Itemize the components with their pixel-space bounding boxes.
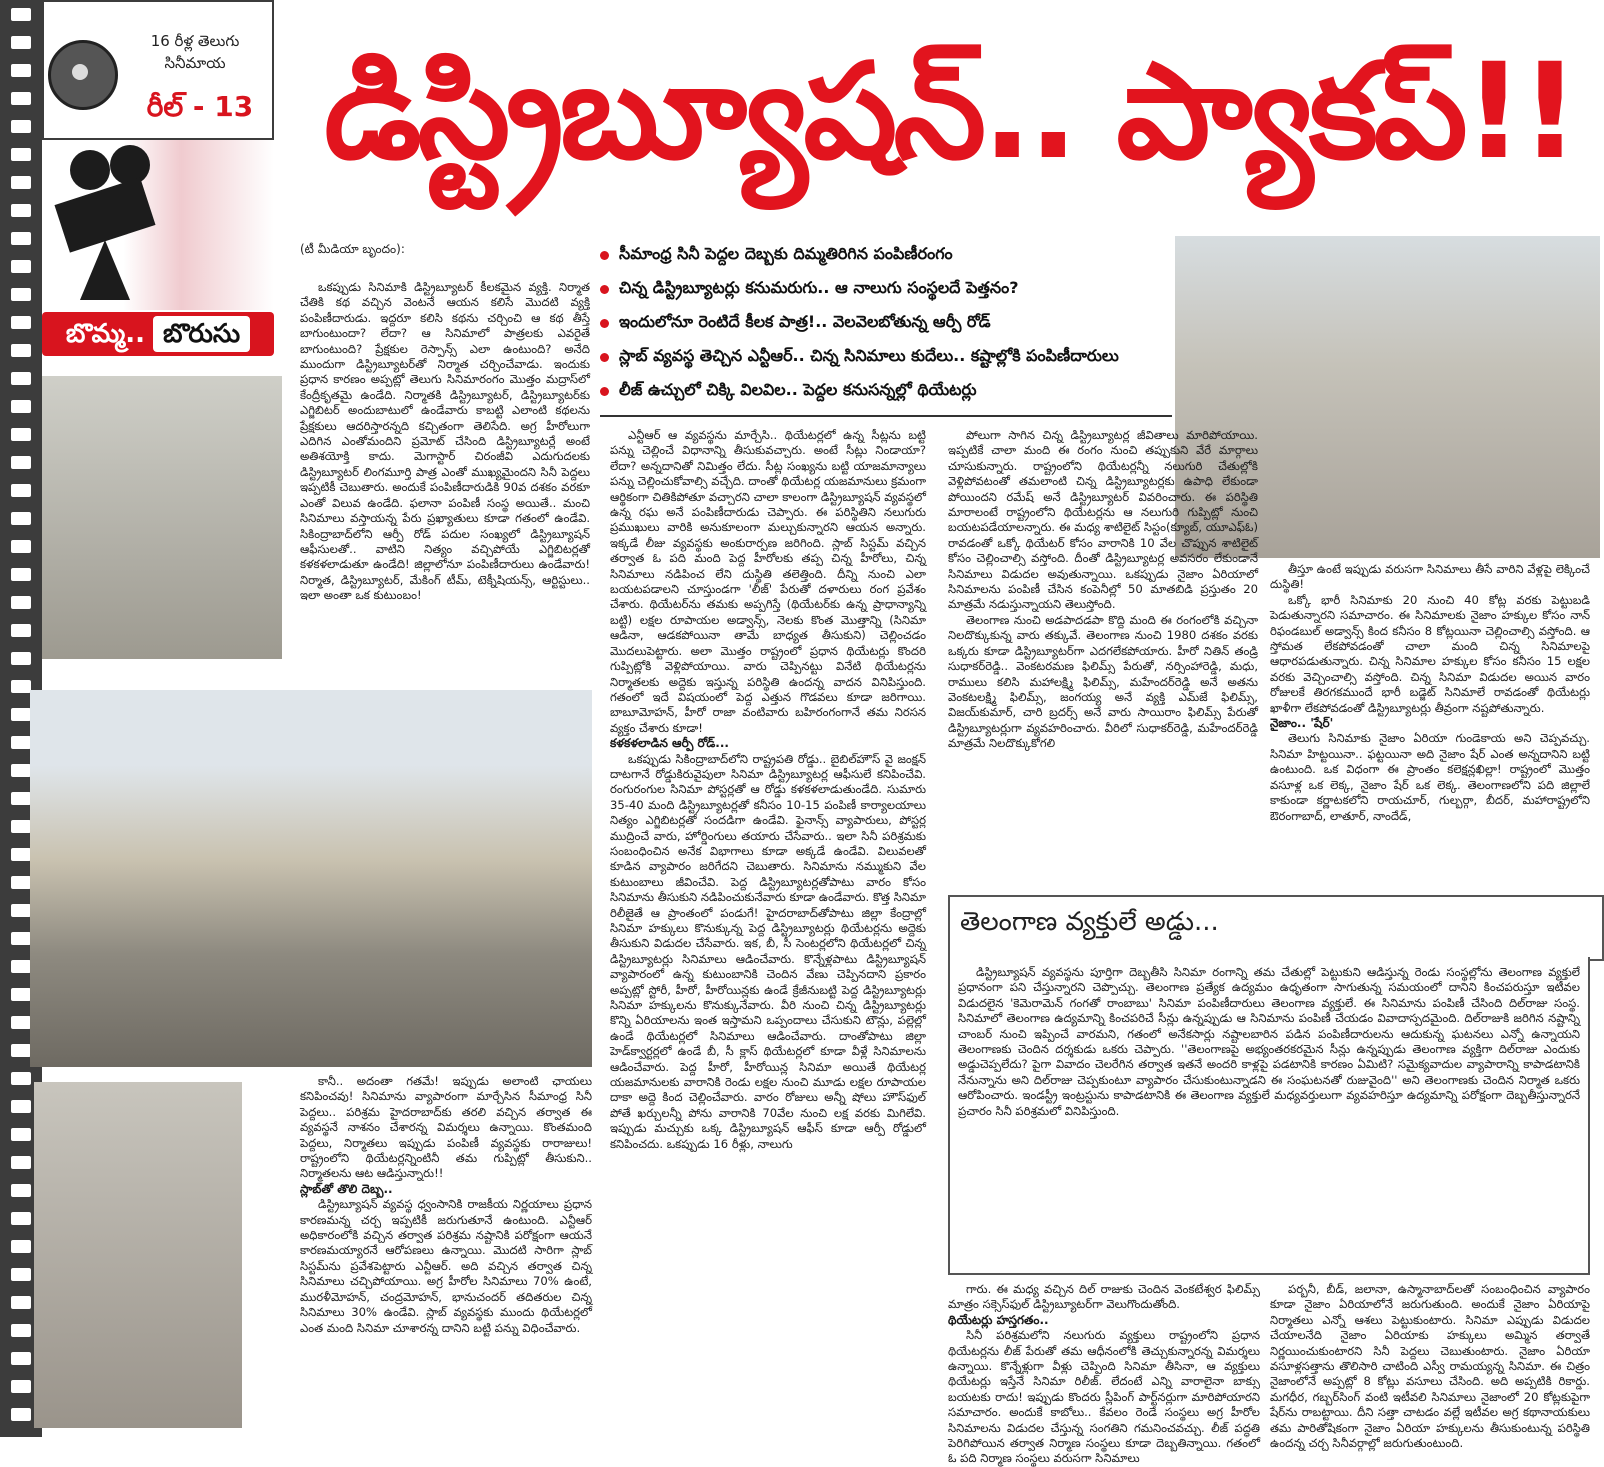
- sprocket-hole: [11, 1016, 31, 1029]
- bullet-dot-icon: [600, 285, 609, 294]
- highlight-item: లీజ్ ఉచ్చులో చిక్కి విలవిల.. పెద్దల కనుసన్నల్లో థియేటర్లు: [600, 374, 1172, 408]
- sprocket-hole: [11, 1296, 31, 1309]
- sprocket-hole: [11, 792, 31, 805]
- paragraph: తీస్తూ ఉంటే ఇప్పుడు వరుసగా సినిమాలు తీసే వారిని వేళ్లపై లెక్కించే దుస్థితి!: [1270, 562, 1590, 592]
- rp-road-street-photo: [30, 690, 592, 1067]
- sidebar-box-title: తెలంగాణ వ్యక్తులే అడ్డు...: [960, 907, 1219, 937]
- subheading: నైజాం.. 'షేర్': [1270, 716, 1334, 731]
- sprocket-hole: [11, 904, 31, 917]
- highlights-list: [600, 238, 1172, 410]
- sprocket-hole: [11, 876, 31, 889]
- sprocket-hole: [11, 260, 31, 273]
- sprocket-hole: [11, 316, 31, 329]
- sidebar-box-header: [948, 895, 1604, 961]
- section-tag: [42, 312, 274, 356]
- article-column-1: [300, 280, 590, 680]
- bullet-dot-icon: [600, 319, 609, 328]
- paragraph: తెలుగు సినిమాకు నైజాం ఏరియా గుండెకాయ అని చెప్పవచ్చు. సినిమా హిట్టయినా.. ఫట్టయినా అది నైజాం షేర్ ఎంత అన్నదానిని బట్టి ఉంటుంది. ఒక విధంగా ఈ ప్రాంతం కలెక్షన్లఖిల్లా! రాష్ట్రంలో మొత్తం వసూళ్ల ఒక లెక్క, నైజాం షేర్ ఒక లెక్క. తెలంగాణలోని పది జిల్లాలే కాకుండా కర్ణాటకలోని రాయచూర్, గుల్బర్గా, బీదర్, మహారాష్ట్రలోని ఔరంగాబాద్, లాతూర్, నాందేడ్,: [1270, 731, 1590, 823]
- sprocket-hole: [11, 148, 31, 161]
- sprocket-hole: [11, 456, 31, 469]
- sprocket-hole: [11, 400, 31, 413]
- article-column-1b: [300, 1074, 592, 1430]
- sprocket-hole: [11, 1268, 31, 1281]
- series-caption: 16 రీళ్ల తెలుగు సినీమాయ: [150, 32, 240, 72]
- sprocket-hole: [11, 372, 31, 385]
- sprocket-hole: [11, 764, 31, 777]
- section-tag-left: బొమ్మ..: [65, 319, 146, 349]
- film-reel-hub: [72, 64, 88, 80]
- sprocket-hole: [11, 344, 31, 357]
- sprocket-hole: [11, 92, 31, 105]
- divider: [600, 415, 1172, 417]
- sprocket-hole: [11, 1380, 31, 1393]
- bullet-dot-icon: [600, 387, 609, 396]
- sprocket-hole: [11, 1240, 31, 1253]
- sprocket-hole: [11, 1072, 31, 1085]
- article-column-4b: [1270, 1282, 1590, 1451]
- sprocket-hole: [11, 596, 31, 609]
- sprocket-hole: [11, 428, 31, 441]
- sprocket-hole: [11, 736, 31, 749]
- sidebar-box-body: [948, 957, 1590, 1275]
- reel-number: రీల్ - 13: [146, 90, 254, 123]
- article-column-3: [948, 428, 1258, 888]
- sprocket-hole: [11, 848, 31, 861]
- sprocket-hole: [11, 652, 31, 665]
- sprocket-hole: [11, 568, 31, 581]
- paragraph: గారు. ఈ మధ్య వచ్చిన దిల్ రాజుకు చెందిన వెంకటేశ్వర ఫిలిమ్స్ మాత్రం సక్సెస్‌ఫుల్ డిస్ట్రిబ్యూటర్‌గా వెలుగొందుతోంది.: [948, 1282, 1260, 1312]
- sprocket-hole: [11, 624, 31, 637]
- camera-tripod-icon: [80, 240, 130, 300]
- paragraph: సినీ పరిశ్రమలోని నలుగురు వ్యక్తులు రాష్ట్రంలోని ప్రధాన థియేటర్లను లీజ్ పేరుతో తమ ఆధీనంలోకి తెచ్చుకున్నారన్న విమర్శలు ఉన్నాయి. కొన్నేళ్లుగా వీళ్లు చెప్పింది సినిమా తీసినా, ఆ వ్యక్తులు థియేటర్లు ఇస్తేనే సినిమా రిలీజ్. లేదంటే ఎన్ని వారాలైనా బాక్సు బయటకు రాదు! ఇప్పుడు కొందరు స్లీపింగ్ పార్ట్‌నర్లుగా మారిపోయారని సమాచారం. అందుకే కాబోలు.. కేవలం రెండే సంస్థలు అగ్ర హీరోల సినిమాలను విడుదల చేస్తున్న సంగతిని గమనించవచ్చు. లీజ్ పద్ధతి పెరిగిపోయిన తర్వాత నిర్మాణ సంస్థలు కూడా దెబ్బతిన్నాయి. గతంలో ఓ పది నిర్మాణ సంస్థలు వరుసగా సినిమాలు: [948, 1328, 1260, 1466]
- article-column-3b: [948, 1282, 1260, 1466]
- section-tag-right: బొరుసు: [153, 316, 250, 352]
- sprocket-hole: [11, 288, 31, 301]
- paragraph: తెలంగాణ నుంచి అడపాదడపా కొద్ది మంది ఈ రంగంలోకి వచ్చినా నిలదొక్కుకున్న వారు తక్కువే. తెలంగాణ నుంచి 1980 దశకం వరకు ఒక్కరు కూడా డిస్ట్రిబ్యూటర్‌గా ఎదగలేకపోయారు. హీరో నితిన్ తండ్రి సుధాకర్‌రెడ్డి.. వెంకటరమణ ఫిలిమ్స్ పేరుతో, నర్సింహారెడ్డి, మధు, రాములు కలిసి మహాలక్ష్మి ఫిలిమ్స్, మహేందర్‌రెడ్డి అనే అతను వెంకటలక్ష్మి ఫిలిమ్స్, జంగయ్య అనే వ్యక్తి ఎమ్‌జే ఫిలిమ్స్, విజయ్‌కుమార్, చారి బ్రదర్స్ అనే వారు సాయిరాం ఫిలిమ్స్ పేరుతో డిస్ట్రిబ్యూటర్లుగా వ్యవహరించారు. వీరిలో సుధాకర్‌రెడ్డి, మహేందర్‌రెడ్డి మాత్రమే నిలదొక్కుకోగలి: [948, 612, 1258, 751]
- camera-reel-icon: [110, 145, 150, 185]
- paragraph: డిస్ట్రిబ్యూషన్ వ్యవస్థ ధ్వంసానికి రాజకీయ నిర్ణయాలు ప్రధాన కారణమన్న చర్చ ఇప్పటికీ జరుగుతూనే ఉంటుంది. ఎన్టీఆర్ అధికారంలోకి వచ్చిన తర్వాత పరిశ్రమ నష్టానికి పరోక్షంగా ఆయనే కారణమయ్యారనే ఆరోపణలు ఉన్నాయి. మొదటి సారిగా స్లాబ్ సిస్టమ్‌ను ప్రవేశపెట్టారు ఎన్టీఆర్. అది వచ్చిన తర్వాత చిన్న సినిమాలు చచ్చిపోయాయి. అగ్ర హీరోల సినిమాలు 70% ఉంటే, మురళీమోహన్, చంద్రమోహన్, భానుచందర్ తదితరుల చిన్న సినిమాలు 30% ఉండేవి. స్లాబ్ వ్యవస్థకు ముందు థియేటర్లలో ఎంత మంది సినిమా చూశారన్న దానిని బట్టి పన్ను విధించేవారు.: [300, 1197, 592, 1335]
- sprocket-hole: [11, 1184, 31, 1197]
- sprocket-hole: [11, 932, 31, 945]
- sprocket-hole: [11, 1408, 31, 1421]
- sprocket-hole: [11, 1212, 31, 1225]
- sprocket-hole: [11, 1128, 31, 1141]
- highlight-item: ఇందులోనూ రెంటిదే కీలక పాత్ర!.. వెలవెలబోతున్న ఆర్పీ రోడ్: [600, 306, 1172, 340]
- paragraph: పోలుగా సాగిన చిన్న డిస్ట్రిబ్యూటర్ల జీవితాలు మారిపోయాయి. ఇప్పటికే చాలా మంది ఈ రంగం నుంచి తప్పుకుని వేరే మార్గాలు చూసుకున్నారు. రాష్ట్రంలోని థియేటర్లన్నీ నలుగురి చేతుల్లోకి వెళ్లిపోవటంతో తమలాంటి చిన్న డిస్ట్రిబ్యూటర్లకు ఉపాధి లేకుండా పోయిందని రమేష్ అనే డిస్ట్రిబ్యూటర్ వివరించారు. ఈ పరిస్థితి మారాలంటే రాష్ట్రంలోని థియేటర్లను ఆ నలుగురి గుప్పిట్లో నుంచి బయటపడేయాలన్నారు. ఈ మధ్య శాటిలైట్ సిస్టం(క్యూబ్, యూఎఫ్‌ఓ) రావడంతో ఒక్కో థియేటర్ కోసం వారానికి 10 వేల చొప్పున శాటిలైట్ కోసం చెల్లించాల్సి వస్తోంది. దీంతో డిస్ట్రిబ్యూటర్ల అవసరం లేకుండానే సినిమాలు విడుదల అవుతున్నాయి. ఒకప్పుడు నైజాం ఏరియాలో సినిమాలను పంపిణీ చేసిన కంపెనీల్లో 50 మాతబిడి ప్రస్తుతం 20 మాత్రమే నడుస్తున్నాయని తెలుస్తోంది.: [948, 428, 1258, 612]
- highlight-item: సీమాంధ్ర సినీ పెద్దల దెబ్బకు దిమ్మతిరిగిన పంపిణీరంగం: [600, 238, 1172, 272]
- sprocket-hole: [11, 540, 31, 553]
- sprocket-hole: [11, 484, 31, 497]
- sprocket-hole: [11, 232, 31, 245]
- film-reel-shelves-photo: [42, 376, 282, 659]
- paragraph: పర్బనీ, బీడ్, జలానా, ఉస్మానాబాద్‌లతో సంబంధించిన వ్యాపారం కూడా నైజాం ఏరియాలోనే జరుగుతుంది. అందుకే నైజాం ఏరియాపై నిర్మాతలు ఎన్నో ఆశలు పెట్టుకుంటారు. సినిమా ఎప్పుడు విడుదల చేయాలనేది నైజాం ఏరియాకు హక్కులు అమ్మిన తర్వాతే నిర్ణయించుకుంటారని సినీ పెద్దలు చెబుతుంటారు. నైజాం ఏరియా వసూళ్లసత్తాను తొలిసారి చాటింది ఎస్వీ రామయ్యన్న సినిమా. ఈ చిత్రం నైజాంలోనే అప్పట్లో 8 కోట్లు వసూలు చేసింది. అది అప్పటికి రికార్డు. మగధీర, గబ్బర్‌సింగ్ వంటి ఇటీవలి సినిమాలు నైజాంలో 20 కోట్లకుపైగా షేర్‌ను రాబట్టాయి. దీని సత్తా చాటడం వల్లే ఇటీవల అగ్ర కథానాయకులు తమ పారితోషికంగా నైజాం ఏరియా హక్కులను తీసుకుంటున్న పరిస్థితి ఉందన్న చర్చ సినీవర్గాల్లో జరుగుతుంటుంది.: [1270, 1282, 1590, 1451]
- bullet-dot-icon: [600, 251, 609, 260]
- sprocket-hole: [11, 988, 31, 1001]
- sprocket-hole: [11, 820, 31, 833]
- sprocket-hole: [11, 708, 31, 721]
- sprocket-hole: [11, 36, 31, 49]
- article-column-2: [610, 428, 926, 1428]
- paragraph: ఒకప్పుడు సికింద్రాబాద్‌లోని రాష్ట్రపతి రోడ్డు.. బైబిల్‌హౌస్ వై జంక్షన్ దాటగానే రోడ్డుకిరువైపులా సినిమా డిస్ట్రిబ్యూటర్ల ఆఫీసులే కనిపించేవి. రంగురంగుల సినిమా పోస్టర్లతో ఆ రోడ్డు కళకళలాడుతుండేది. సుమారు 35-40 మంది డిస్ట్రిబ్యూటర్లతో కనీసం 10-15 పంపిణీ కార్యాలయాలు నిత్యం ఎగ్జిబిటర్లతో సందడిగా ఉండేవి. ఫైనాన్స్ వ్యాపారులు, పోస్టర్ల ముద్రించే వారు, హోర్డింగులు తయారు చేసేవారు.. ఇలా సినీ పరిశ్రమకు సంబంధించిన అనేక విభాగాలు కూడా అక్కడే ఉండేవి. విలువలతో కూడిన వ్యాపారం జరిగేదని చెబుతారు. సినిమాను నమ్ముకుని వేల కుటుంబాలు జీవించేవి. పెద్ద డిస్ట్రిబ్యూటర్లతోపాటు వారం కోసం సినిమాను తీసుకుని నడిపించుకునేవారు కూడా ఉండేవారు. కొత్త సినిమా రిలీజైతే ఆ ప్రాంతంలో పండుగే! హైదరాబాద్‌తోపాటు జిల్లా కేంద్రాల్లో సినిమా హక్కులు కొనుక్కున్న పెద్ద డిస్ట్రిబ్యూటర్లు థియేటర్లను అద్దెకు తీసుకుని విడుదల చేసేవారు. ఇక, బీ, సీ సెంటర్లలోని థియేటర్లలో చిన్న డిస్ట్రిబ్యూటర్లు సినిమాలు ఆడించేవారు. కొన్నేళ్లపాటు డిస్ట్రిబ్యూషన్ వ్యాపారంలో ఉన్న కుటుంబానికి చెందిన వేణు చెప్పినదాని ప్రకారం అప్పట్లో స్టోరీ, హీరో, హీరోయిన్లకు ఉండే క్రేజీనుబట్టి పెద్ద డిస్ట్రిబ్యూటర్లు సినిమా హక్కులను కొనుక్కునేవారు. వీరి నుంచి చిన్న డిస్ట్రిబ్యూటర్లు కొన్ని ఏరియాలను ఇంత ఇస్తామని ఒప్పందాలు చేసుకుని టౌన్లు, పల్లెల్లో ఉండే థియేటర్లలో సినిమాలు ఆడించేవారు. దాంతోపాటు జిల్లా హెడ్‌క్వార్టర్లలో ఉండే బీ, సీ క్లాస్ థియేటర్లలో కూడా వీళ్లే సినిమాలను ఆడించేవారు. పెద్ద హీరో, హీరోయిన్ల సినిమా అయితే థియేటర్ల యజమానులకు వారానికి రెండు లక్షల నుంచి మూడు లక్షల రూపాయల దాకా అద్దె కింద చెల్లించేవారు. వారం రోజులు అన్నీ షోలు హౌస్‌ఫుల్ పోతే ఖర్చులన్నీ పోను వారానికి 70వేల నుంచి లక్ష వరకు మిగిలేవి. ఇప్పుడు మచ్చుకు ఒక్క డిస్ట్రిబ్యూషన్ ఆఫీస్ కూడా ఆర్పీ రోడ్డులో కనిపించదు. ఒకప్పుడు 16 రీళ్లు, నాలుగు: [610, 751, 926, 1151]
- paragraph: ఎన్టీఆర్ ఆ వ్యవస్థను మార్చేసి.. థియేటర్లలో ఉన్న సీట్లను బట్టి పన్ను చెల్లించే విధానాన్ని తీసుకువచ్చారు. అంటే సీట్లు నిండాయా? లేదా? అన్నదానితో నిమిత్తం లేదు. సీట్ల సంఖ్యను బట్టి యాజమాన్యాలు పన్ను చెల్లించుకోవాల్సి వచ్చేది. దాంతో థియేటర్ల యజమానులు క్రమంగా ఆర్థికంగా చితికిపోతూ వచ్చారని చాలా కాలంగా డిస్ట్రిబ్యూషన్ వ్యవస్థలో ఉన్న రఘ అనే పంపిణీదారుడు చెప్పారు. ఈ పరిస్థితిని నలుగురు ప్రముఖులు వారికి అనుకూలంగా మల్చుకున్నారని ఆయన అన్నారు. ఇక్కడే లీజు వ్యవస్థకు అంకురార్పణ జరిగింది. స్లాబ్ సిస్టమ్ వచ్చిన తర్వాత ఓ పది మంది పెద్ద హీరోలకు తప్ప చిన్న హీరోలు, చిన్న సినిమాలు నడిపించ లేని దుస్థితి తలెత్తింది. దీన్ని నుంచి ఎలా బయటపడాలని చూస్తుండగా 'లీజ్' పేరుతో దళారులు రంగ ప్రవేశం చేశారు. థియేటర్‌ను తమకు అప్పగిస్తే (థియేటర్‌కు ఉన్న ప్రాధాన్యాన్ని బట్టి) లక్షల రూపాయల అడ్వాన్స్, నెలకు కొంత మొత్తాన్ని (సినిమా ఆడినా, ఆడకపోయినా తామే బాధ్యత తీసుకుని) చెల్లించడం మొదలుపెట్టారు. అలా మొత్తం రాష్ట్రంలో ప్రధాన థియేటర్లు కొందరి గుప్పిట్లోకి వెళ్లిపోయాయి. వారు చెప్పినట్టు వినేటి థియేటర్లను నిర్మాతలకు అద్దెకు ఇస్తున్న పరిస్థితి ఉందన్న వాదన వినిపిస్తుంది. గతంలో ఇదే విషయంలో పెద్ద ఎత్తున గొడవలు కూడా జరిగాయి. బాబూమోహన్, హీరో రాజా వంటివారు బహిరంగంగానే తమ నిరసన వ్యక్తం చేశారు కూడా!: [610, 428, 926, 735]
- paragraph: కానీ.. అదంతా గతమే! ఇప్పుడు అలాంటి ఛాయలు కనిపించవు! సినిమాను వ్యాపారంగా మార్చేసిన సీమాంధ్ర సినీ పెద్దలు.. పరిశ్రమ హైదరాబాద్‌కు తరలి వచ్చిన తర్వాత ఈ వ్యవస్థనే నాశనం చేశారన్న విమర్శలు ఉన్నాయి. కొంతమంది పెద్దలు, నిర్మాతలు ఇప్పుడు పంపిణీ వ్యవస్థకు రారాజులు! రాష్ట్రంలోని థియేటర్లన్నింటినీ తమ గుప్పిట్లో తీసుకుని.. నిర్మాతలను ఆట ఆడిస్తున్నారు!!: [300, 1074, 592, 1181]
- sprocket-hole: [11, 204, 31, 217]
- highlight-item: చిన్న డిస్ట్రిబ్యూటర్లు కనుమరుగు.. ఆ నాలుగు సంస్థలదే పెత్తనం?: [600, 272, 1172, 306]
- bullet-dot-icon: [600, 353, 609, 362]
- sprocket-hole: [11, 960, 31, 973]
- film-bundles-photo: [34, 1082, 242, 1428]
- camera-reel-icon: [70, 150, 110, 190]
- sprocket-hole: [11, 176, 31, 189]
- subheading: కళకళలాడిన ఆర్పీ రోడ్...: [610, 736, 729, 751]
- paragraph: డిస్ట్రిబ్యూషన్ వ్యవస్థను పూర్తిగా దెబ్బతీసి సినిమా రంగాన్ని తమ చేతుల్లో పెట్టుకుని ఆడిస్తున్న రెండు సంస్థల్లోను తెలంగాణ వ్యక్తులే ప్రధానంగా పని చేస్తున్నారని చెప్పొచ్చు. తెలంగాణ ప్రత్యేక ఉద్యమం ఉధృతంగా సాగుతున్న సమయంలో దానిని కించపరుస్తూ ఇటీవల విడుదలైన 'కెమెరామెన్ గంగతో రాంబాబు' సినిమా పంపిణీదారులు తెలంగాణ వ్యక్తులే. ఈ సినిమాను పంపిణీ చేసింది దిల్‌రాజు సంస్థ. సినిమాలో తెలంగాణ ఉద్యమాన్ని కించపరిచే సీన్లు ఉన్నప్పుడు ఆ సినిమాను పంపిణీ చేయడం వివాదాస్పదమైంది. దిల్‌రాజుకి జరిగిన నష్టాన్ని చాంబర్ నుంచి ఇప్పించే వారమని, గతంలో అనేకసార్లు నష్టాలబారిన పడిన పంపిణీదారులను ఆదుకున్న ఘటనలు ఎన్నో ఉన్నాయని తెలంగాణకు చెందిన దర్శకుడు ఒకరు చెప్పారు. ''తెలంగాణపై అభ్యంతరకరమైన సీన్లు ఉన్నప్పుడు తెలంగాణ వ్యక్తిగా దిల్‌రాజు ఎందుకు అడ్డుచెప్పలేదు? పైగా వివాదం చెలరేగిన తర్వాత ఇతనే అందరి కాళ్లపై పడటానికి కారణం ఏమిటి? సమైక్యవాదుల వ్యాపారాన్ని కాపాడటానికి నేనున్నాను అని దిల్‌రాజు చెప్పకుంటూ వ్యాపారం చేసుకుంటున్నాడని ఈ సంఘటనతో రుజువైంది'' అని తెలంగాణకు చెందిన నిర్మాత ఒకరు ఆరోపించారు. ఇండస్ట్రీ ఇంట్రస్టును కాపాడటానికి ఈ తెలంగాణ వ్యక్తులే మధ్యవర్తులుగా వ్యవహరిస్తూ ఉద్యమాన్ని పరోక్షంగా దెబ్బతీస్తున్నారనే ప్రచారం సినీ పరిశ్రమలో వినిపిస్తుంది.: [958, 965, 1580, 1118]
- sprocket-hole: [11, 64, 31, 77]
- paragraph: ఒకప్పుడు సినిమాకి డిస్ట్రిబ్యూటర్ కీలకమైన వ్యక్తి. నిర్మాత చేతికి కథ వచ్చిన వెంటనే ఆయన కలిసే మొదటి వ్యక్తి పంపిణీదారుడు. ఇద్దరూ కలిసి కథను చర్చించి ఆ కథ తీస్తే బాగుంటుందా? లేదా? ఆ సినిమాలో పాత్రలకు ఎవరైతే బాగుంటుంది? ప్రేక్షకుల రెస్పాన్స్ ఎలా ఉంటుంది? అనేది ముందుగా డిస్ట్రిబ్యూటర్‌తో నిర్మాత చర్చించేవాడు. ఇందుకు ప్రధాన కారణం అప్పట్లో తెలుగు సినిమారంగం మొత్తం మద్రాస్‌లో కేంద్రీకృతమై ఉండేది. నిర్మాతకి డిస్ట్రిబ్యూటర్, డిస్ట్రిబ్యూటర్‌కు ఎగ్జిబిటర్ అందుబాటులో ఉండేవారు కాబట్టి ఎలాంటి కథలను ప్రేక్షకులు ఆదరిస్తారన్నది కచ్చితంగా తెలిసేది. అగ్ర హీరోలుగా ఎదిగిన ఎంతోమందిని ప్రమోట్ చేసింది డిస్ట్రిబ్యూటర్లే అంటే అతిశయోక్తి కాదు. మెగాస్టార్ చిరంజీవి ఎదుగుదలకు డిస్ట్రిబ్యూటర్ లింగమూర్తి పాత్ర ఎంతో ముఖ్యమైందని సినీ పెద్దలు ఇప్పటికీ చెబుతారు. అందుకే పంపిణీదారుడికి 90వ దశకం వరకూ ఎంతో విలువ ఉండేది. ఫలానా పంపిణీ సంస్థ అయితే.. మంచి సినిమాలు వస్తాయన్న పేరు ప్రఖ్యాతులు కూడా గతంలో ఉండేవి. సికింద్రాబాద్‌లోని ఆర్పీ రోడ్ పదుల సంఖ్యలో డిస్ట్రిబ్యూషన్ ఆఫీసులతో.. వాటిని నిత్యం వచ్చిపోయే ఎగ్జిబిటర్లతో కళకళలాడుతూ ఉండేది! జిల్లాలోనూ పంపిణీదారులు ఉండేవారు! నిర్మాత, డిస్ట్రిబ్యూటర్, మేకింగ్ టీమ్, టెక్నీషియన్స్, ఆర్టిస్టులు.. ఇలా అంతా ఒక కుటుంబం!: [300, 280, 590, 603]
- byline: (టీ మీడియా బృందం):: [300, 242, 405, 256]
- subheading: థియేటర్లు హస్తగతం..: [948, 1312, 1049, 1327]
- sprocket-hole: [11, 120, 31, 133]
- sprocket-hole: [11, 1324, 31, 1337]
- paragraph: ఒక్కో భారీ సినిమాకు 20 నుంచి 40 కోట్ల వరకు పెట్టుబడి పెడుతున్నారని సమాచారం. ఈ సినిమాలకు నైజాం హక్కుల కోసం నాన్ రిఫండబుల్ అడ్వాన్స్ కింద కనీసం 8 కోట్లయినా చెల్లించాల్సి వస్తోంది. ఆ స్తోమత లేకపోవడంతో చాలా మంది చిన్న సినిమాలపై ఆధారపడుతున్నారు. చిన్న సినిమాల హక్కుల కోసం కనీసం 15 లక్షల వరకు వెచ్చించాల్సి వస్తోంది. చిన్న సినిమా విడుదల అయిన వారం రోజులకే తిరగకముందే భారీ బడ్జెట్ సినిమాలే రావడంతో థియేటర్లు ఖాళీగా లేకపోవడంతో డిస్ట్రిబ్యూటర్లు తీవ్రంగా నష్టపోతున్నారు.: [1270, 592, 1590, 715]
- sprocket-hole: [11, 1044, 31, 1057]
- sprocket-hole: [11, 1156, 31, 1169]
- sprocket-hole: [11, 1100, 31, 1113]
- subheading: స్లాబ్‌తో తొలి దెబ్బ..: [300, 1181, 393, 1196]
- highlight-item: స్లాబ్ వ్యవస్థ తెచ్చిన ఎన్టీఆర్.. చిన్న సినిమాలు కుదేలు.. కష్టాల్లోకి పంపిణీదారులు: [600, 340, 1172, 374]
- headline: డిస్ట్రిబ్యూషన్.. ప్యాకప్!!: [323, 35, 1577, 189]
- sprocket-hole: [11, 8, 31, 21]
- sprocket-hole: [11, 512, 31, 525]
- article-column-4: [1270, 562, 1590, 888]
- sprocket-hole: [11, 680, 31, 693]
- sprocket-hole: [11, 1352, 31, 1365]
